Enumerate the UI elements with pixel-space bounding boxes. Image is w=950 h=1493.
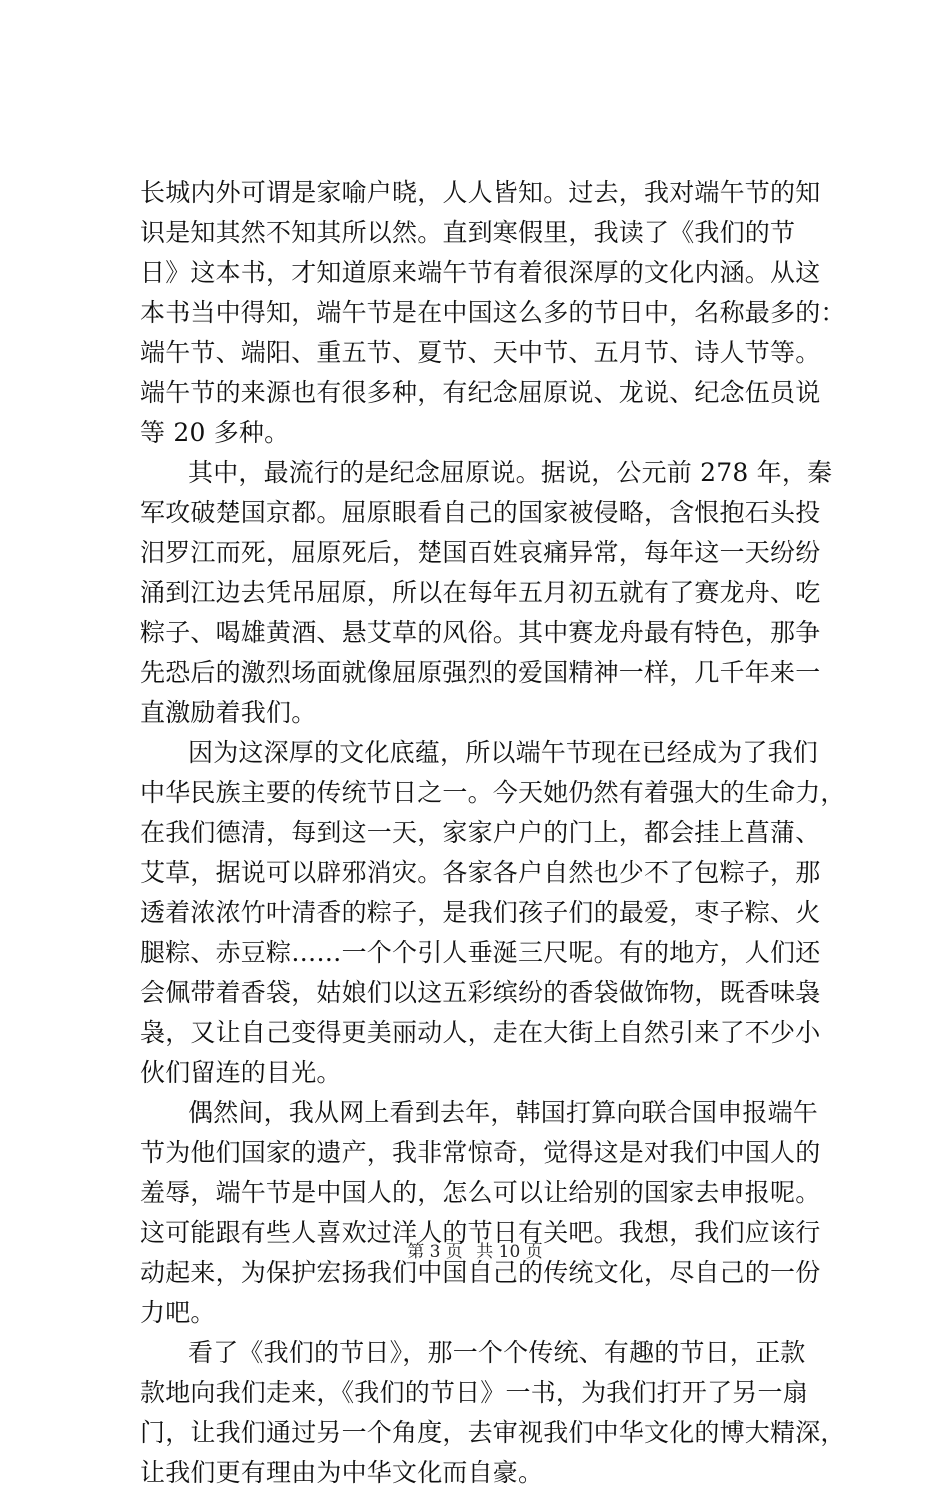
paragraph-5-line-3: 门，让我们通过另一个角度，去审视我们中华文化的博大精深，	[140, 1418, 846, 1447]
document-body	[140, 173, 846, 1493]
paragraph-3-line-1: 因为这深厚的文化底蕴，所以端午节现在已经成为了我们	[188, 738, 819, 767]
page-number-label: 第 3 页	[407, 1242, 463, 1262]
paragraph-5-line-2: 款地向我们走来，《我们的节日》一书，为我们打开了另一扇	[140, 1378, 808, 1407]
page-footer	[0, 1241, 950, 1263]
paragraph-4-line-2: 节为他们国家的遗产，我非常惊奇，觉得这是对我们中国人的	[140, 1138, 821, 1167]
paragraph-3-line-7: 会佩带着香袋，姑娘们以这五彩缤纷的香袋做饰物，既香味袅	[140, 978, 821, 1007]
paragraph-3-line-4: 艾草，据说可以辟邪消灾。各家各户自然也少不了包粽子，那	[140, 858, 821, 887]
paragraph-5-line-1: 看了《我们的节日》，那一个个传统、有趣的节日，正款	[188, 1338, 806, 1367]
paragraph-2-line-6: 先恐后的激烈场面就像屈原强烈的爱国精神一样，几千年来一	[140, 658, 821, 687]
paragraph-4-line-1: 偶然间，我从网上看到去年，韩国打算向联合国申报端午	[188, 1098, 819, 1127]
paragraph-2-line-5: 粽子、喝雄黄酒、悬艾草的风俗。其中赛龙舟最有特色，那争	[140, 618, 821, 647]
paragraph-1-line-6: 端午节的来源也有很多种，有纪念屈原说、龙说、纪念伍员说	[140, 378, 821, 407]
paragraph-3-line-2: 中华民族主要的传统节日之一。今天她仍然有着强大的生命力，	[140, 778, 846, 807]
paragraph-4-line-5: 动起来，为保护宏扬我们中国自己的传统文化，尽自己的一份	[140, 1258, 821, 1287]
paragraph-3-line-5: 透着浓浓竹叶清香的粽子，是我们孩子们的最爱，枣子粽、火	[140, 898, 821, 927]
paragraph-1-line-2: 识是知其然不知其所以然。直到寒假里，我读了《我们的节	[140, 218, 796, 247]
paragraph-2-line-4: 涌到江边去凭吊屈原，所以在每年五月初五就有了赛龙舟、吃	[140, 578, 821, 607]
paragraph-1-line-5: 端午节、端阳、重五节、夏节、天中节、五月节、诗人节等。	[140, 338, 821, 367]
page-total-label: 共 10 页	[476, 1242, 543, 1262]
paragraph-4-line-4: 这可能跟有些人喜欢过洋人的节日有关吧。我想，我们应该行	[140, 1218, 821, 1247]
paragraph-3-line-9: 伙们留连的目光。	[140, 1058, 342, 1087]
paragraph-3-line-6: 腿粽、赤豆粽……一个个引人垂涎三尺呢。有的地方，人们还	[140, 938, 821, 967]
paragraph-3-line-3: 在我们德清，每到这一天，家家户户的门上，都会挂上菖蒲、	[140, 818, 821, 847]
paragraph-4-line-3: 羞辱，端午节是中国人的，怎么可以让给别的国家去申报呢。	[140, 1178, 821, 1207]
paragraph-2-line-1: 其中，最流行的是纪念屈原说。据说，公元前 278 年，秦	[188, 458, 833, 487]
paragraph-2-line-7: 直激励着我们。	[140, 698, 317, 727]
paragraph-5-line-4: 让我们更有理由为中华文化而自豪。	[140, 1458, 544, 1487]
paragraph-3-line-8: 袅，又让自己变得更美丽动人，走在大街上自然引来了不少小	[140, 1018, 821, 1047]
paragraph-4-line-6: 力吧。	[140, 1298, 216, 1327]
paragraph-2-line-3: 汨罗江而死，屈原死后，楚国百姓哀痛异常，每年这一天纷纷	[140, 538, 821, 567]
paragraph-1-line-1: 长城内外可谓是家喻户晓，人人皆知。过去，我对端午节的知	[140, 178, 821, 207]
paragraph-1-line-7: 等 20 多种。	[140, 418, 290, 447]
paragraph-1-line-3: 日》这本书，才知道原来端午节有着很深厚的文化内涵。从这	[140, 258, 821, 287]
paragraph-2-line-2: 军攻破楚国京都。屈原眼看自己的国家被侵略，含恨抱石头投	[140, 498, 821, 527]
paragraph-1-line-4: 本书当中得知，端午节是在中国这么多的节日中，名称最多的：	[140, 298, 846, 327]
